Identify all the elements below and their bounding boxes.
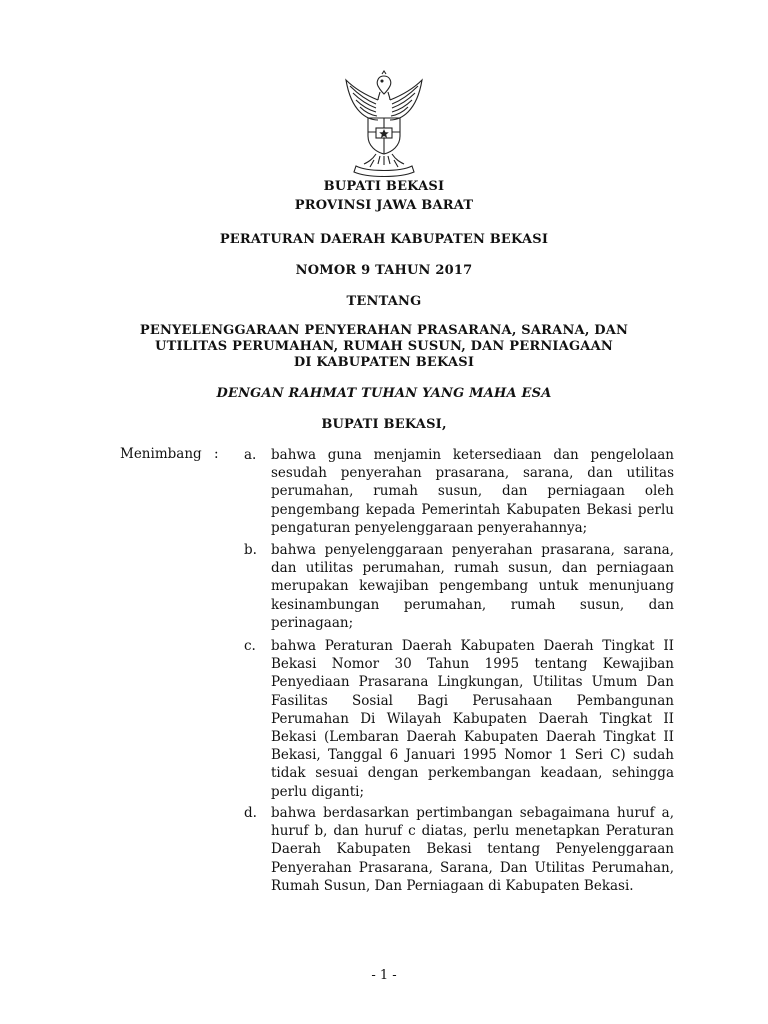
item-text: bahwa penyelenggaraan penyerahan prasarana, sarana, dan utilitas perumahan, rumah susun, dan perniagaan merupakan kewajiban pengembang untuk menunjuang kesinambungan perumahan, rumah susun, dan perinagaan;	[271, 542, 674, 631]
item-letter: c.	[244, 638, 256, 654]
menimbang-label: Menimbang	[120, 446, 202, 462]
item-text: bahwa Peraturan Daerah Kabupaten Daerah Tingkat II Bekasi Nomor 30 Tahun 1995 tentang Kewajiban Penyediaan Prasarana Lingkungan, Utilitas Umum Dan Fasilitas Sosial Bagi Perusahaan Pembangunan Perumahan Di Wilayah Kabupaten Daerah Tingkat II Bekasi (Lembaran Daerah Kabupaten Daerah Tingkat II Bekasi, Tanggal 6 Januari 1995 Nomor 1 Seri C) sudah tidak sesuai dengan perkembangan keadaan, sehingga perlu diganti;	[271, 638, 674, 800]
regulation-number: NOMOR 9 TAHUN 2017	[295, 263, 473, 278]
item-text: bahwa guna menjamin ketersediaan dan pengelolaan sesudah penyerahan prasarana, sarana, dan utilitas perumahan, rumah susun, dan perniagaan oleh pengembang kepada Pemerintah Kabupaten Bekasi perlu pengaturan penyelenggaraan penyerahannya;	[271, 447, 674, 536]
subject-line1: PENYELENGGARAAN PENYERAHAN PRASARANA, SARANA, DAN	[139, 323, 629, 338]
regulation-title: PERATURAN DAERAH KABUPATEN BEKASI	[219, 232, 549, 247]
item-letter: b.	[244, 542, 257, 558]
blessing-line: DENGAN RAHMAT TUHAN YANG MAHA ESA	[216, 386, 552, 401]
page-number: - 1 -	[371, 968, 397, 983]
about-label: TENTANG	[346, 294, 422, 309]
item-letter: a.	[244, 447, 257, 463]
header-line2: PROVINSI JAWA BARAT	[294, 198, 474, 213]
menimbang-colon: :	[214, 446, 219, 462]
item-letter: d.	[244, 805, 257, 821]
header-line1: BUPATI BEKASI	[323, 179, 445, 194]
item-text: bahwa berdasarkan pertimbangan sebagaimana huruf a, huruf b, dan huruf c diatas, perlu menetapkan Peraturan Daerah Kabupaten Bekasi tentang Penyelenggaraan Penyerahan Prasarana, Sarana, Dan Utilitas Perumahan, Rumah Susun, Dan Perniagaan di Kabupaten Bekasi.	[271, 805, 674, 894]
subject-line3: DI KABUPATEN BEKASI	[293, 355, 475, 370]
subject-line2: UTILITAS PERUMAHAN, RUMAH SUSUN, DAN PERNIAGAAN	[155, 339, 613, 354]
garuda-emblem-icon	[338, 70, 430, 178]
official-title: BUPATI BEKASI,	[321, 417, 447, 432]
